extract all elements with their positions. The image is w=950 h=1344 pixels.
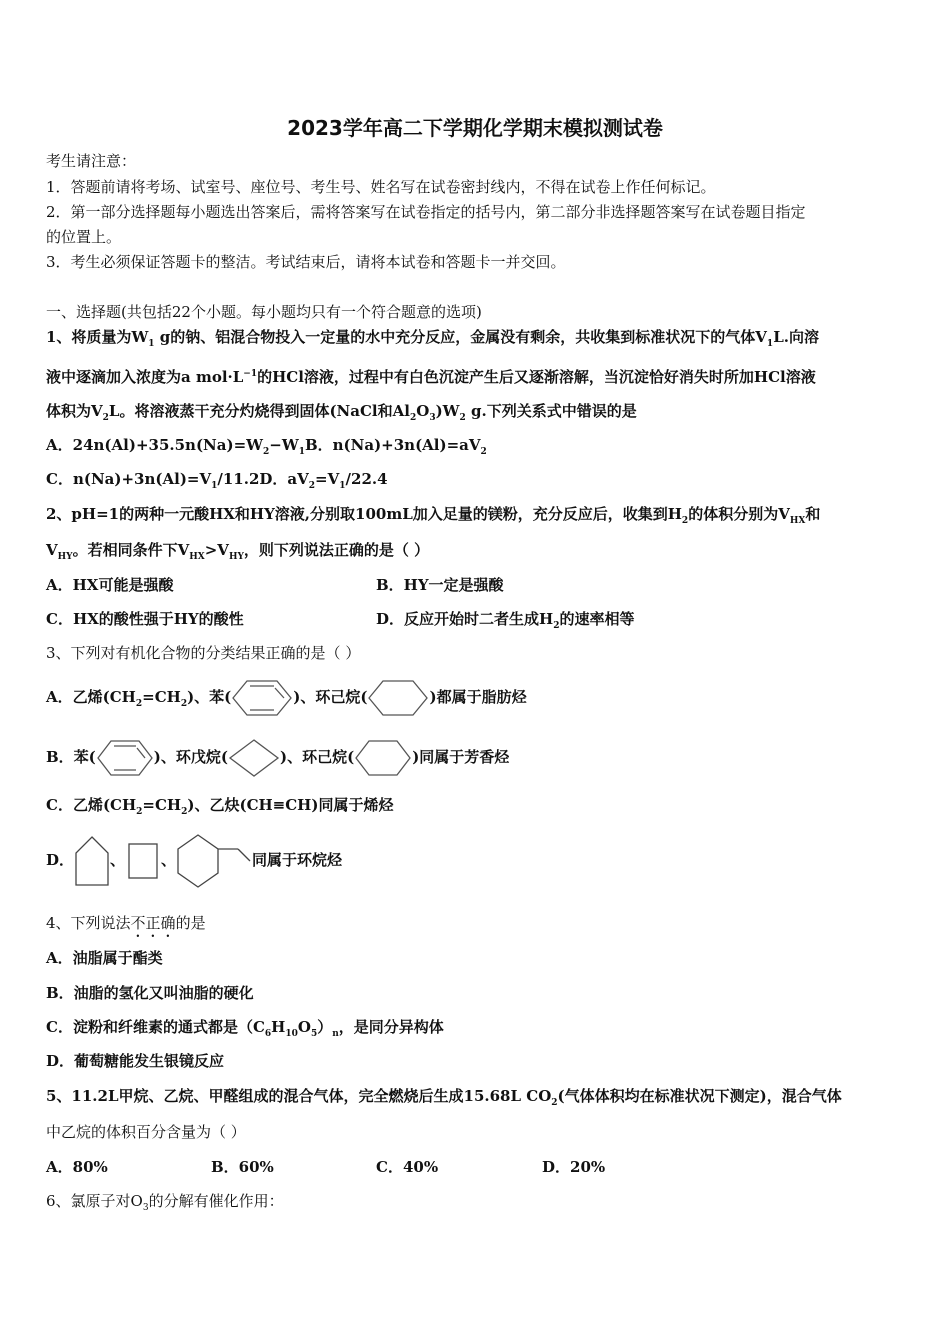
question-3-option-b: B．苯( )、环戊烷( )、环己烷( )同属于芳香烃	[46, 737, 509, 778]
page-title: 2023学年高二下学期化学期末模拟测试卷	[287, 116, 663, 140]
question-3-option-a: A．乙烯$(CH_2=CH_2)$、苯( )、环己烷( )都属于脂肪烃	[46, 677, 527, 724]
section-heading: 一、选择题(共包括22个小题。每小题均只有一个符合题意的选项)	[46, 303, 482, 321]
cyclobutane-structure	[125, 840, 161, 882]
question-5-option-a: A．80%	[46, 1158, 108, 1176]
question-3-stem: 3、下列对有机化合物的分类结果正确的是（ ）	[46, 644, 361, 662]
question-1-options-ab: A．$24n(Al)+35.5n(Na)=W_2-W_1B$．$n(Na)+3n(Al)=aV_2$	[46, 436, 487, 457]
question-5-option-b: B．60%	[211, 1158, 274, 1176]
question-1-line-3: 体积为$V_2L$。将溶液蒸干充分灼烧得到固体(NaCl和$Al_2O_3)W_2$ g.下列关系式中错误的是	[46, 402, 637, 423]
notice-heading: 考生请注意：	[46, 152, 137, 170]
question-2-option-c: C．HX的酸性强于HY的酸性	[46, 610, 244, 628]
cyclohexane-structure	[367, 679, 429, 717]
notice-item-1: 1．答题前请将考场、试室号、座位号、考生号、姓名写在试卷密封线内，不得在试卷上作任何标记。	[46, 178, 716, 196]
cyclopentane-pentagon-structure	[74, 835, 110, 887]
question-1-line-1: 1、将质量为$W_1$ g的钠、铝混合物投入一定量的水中充分反应，金属没有剩余，共收集到标准状况下的气体$V_1L$.向溶	[46, 328, 819, 349]
notice-item-2-cont: 的位置上。	[46, 228, 122, 246]
question-2-option-b: B．HY一定是强酸	[376, 576, 504, 594]
question-3-option-d: D． 、 、 同属于环烷烃	[46, 830, 342, 890]
benzene-structure	[231, 679, 293, 717]
question-2-line-1: 2、pH=1的两种一元酸HX和HY溶液,分别取100mL加入足量的镁粉，充分反应后，收集到$H_2$的体积分别为$V_{HX}$和	[46, 505, 821, 526]
question-5-line-1: 5、11.2L甲烷、乙烷、甲醛组成的混合气体，完全燃烧后生成15.68L $CO_2$(气体体积均在标准状况下测定)，混合气体	[46, 1087, 842, 1108]
emphasis-text: 不正确	[130, 914, 176, 932]
question-1-options-cd: C．$n(Na)+3n(Al)=V_1/11.2D$．$aV_2=V_1/22.4$	[46, 470, 388, 491]
question-4-option-c: C．淀粉和纤维素的通式都是$(C_6H_{10}O_5)_n$，是同分异构体	[46, 1018, 444, 1039]
notice-item-3: 3．考生必须保证答题卡的整洁。考试结束后，请将本试卷和答题卡一并交回。	[46, 253, 566, 271]
question-5-option-d: D．20%	[542, 1158, 606, 1176]
question-4-option-a: A．油脂属于酯类	[46, 949, 163, 967]
question-5-line-2: 中乙烷的体积百分含量为（ ）	[46, 1123, 246, 1141]
question-2-option-a: A．HX可能是强酸	[46, 576, 174, 594]
cyclopentane-structure	[228, 738, 280, 778]
question-4-option-b: B．油脂的氢化又叫油脂的硬化	[46, 984, 254, 1002]
notice-item-2: 2．第一部分选择题每小题选出答案后，需将答案写在试卷指定的括号内，第二部分非选择题答案写在试卷题目指定	[46, 203, 806, 221]
question-6-stem: 6、氯原子对$O_3$的分解有催化作用：	[46, 1192, 284, 1213]
question-2-option-d: D．反应开始时二者生成$H_2$的速率相等	[376, 610, 635, 631]
question-3-option-c: C．乙烯$(CH_2=CH_2)$、乙炔(CH≡CH)同属于烯烃	[46, 796, 394, 817]
question-1-line-2: 液中逐滴加入浓度为a $mol\cdot L^{-1}$的HCl溶液，过程中有白色沉淀产生后又逐渐溶解，当沉淀恰好消失时所加HCl溶液	[46, 368, 816, 386]
question-4-stem: 4、下列说法不正确的是	[46, 914, 206, 932]
benzene-structure	[96, 739, 154, 777]
methylcyclohexane-structure	[176, 833, 252, 889]
cyclohexane-structure	[354, 739, 412, 777]
question-2-line-2: $V_{HY}$。若相同条件下$V_{HX}>V_{HY}$，则下列说法正确的是（ ）	[46, 541, 430, 562]
question-5-option-c: C．40%	[376, 1158, 439, 1176]
question-4-option-d: D．葡萄糖能发生银镜反应	[46, 1052, 225, 1070]
